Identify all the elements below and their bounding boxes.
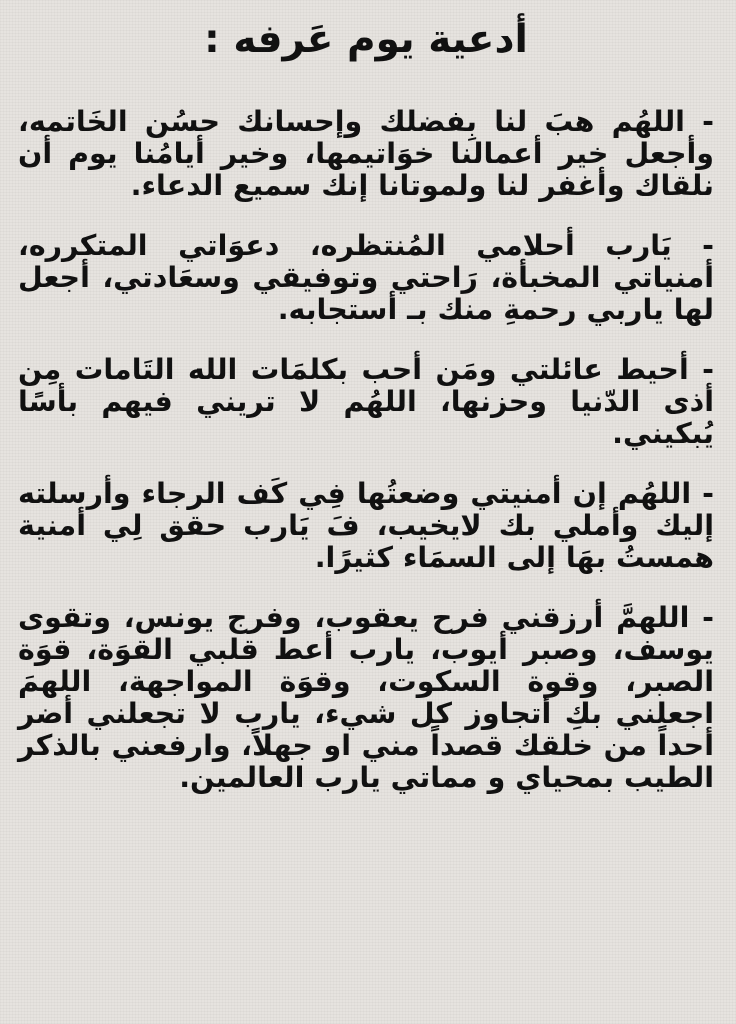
prayer-paragraph-3: - أحيط عائلتي ومَن أحب بكلمَات الله التَامات مِن أذى الدّنيا وحزنها، اللهُم لا تريني فيهم بأسًا يُبكيني. (18, 353, 714, 450)
prayer-paragraph-5: - اللهمَّ أرزقني فرح يعقوب، وفرج يونس، وتقوى يوسف، وصبر أيوب، يارب أعط قلبي القوَة، قوَة الصبر، وقوة السكوت، وقوَة المواجهة، اللهمَ اجعلني بكِ أتجاوز كل شيء، يارب لا تجعلني أضر أحداً من خلقك قصداً مني او جهلاً، وارفعني بالذكر الطيب بمحياي و مماتي يارب العالمين. (18, 601, 714, 794)
prayer-paragraph-4: - اللهُم إن أمنيتي وضعتُها فِي كَف الرجاء وأرسلته إليك وأملي بك لايخيب، فَ يَارب حقق لِي أمنية همستُ بهَا إلى السمَاء كثيرًا. (18, 477, 714, 574)
prayer-paragraph-1: - اللهُم هبَ لنا بِفضلك وإحسانك حسُن الخَاتمه، وأجعل خير أعمالنا خوَاتيمها، وخير أيامُنا يوم أن نلقاك وأغفر لنا ولموتانا إنك سميع الدعاء. (18, 105, 714, 202)
page-title: أدعية يوم عَرفه : (204, 17, 528, 62)
prayer-paragraph-2: - يَارب أحلامي المُنتظره، دعوَاتي المتكرره، أمنياتي المخبأة، رَاحتي وتوفيقي وسعَادتي، أجعل لها ياربي رحمةِ منك بـ أستجابه. (18, 229, 714, 326)
